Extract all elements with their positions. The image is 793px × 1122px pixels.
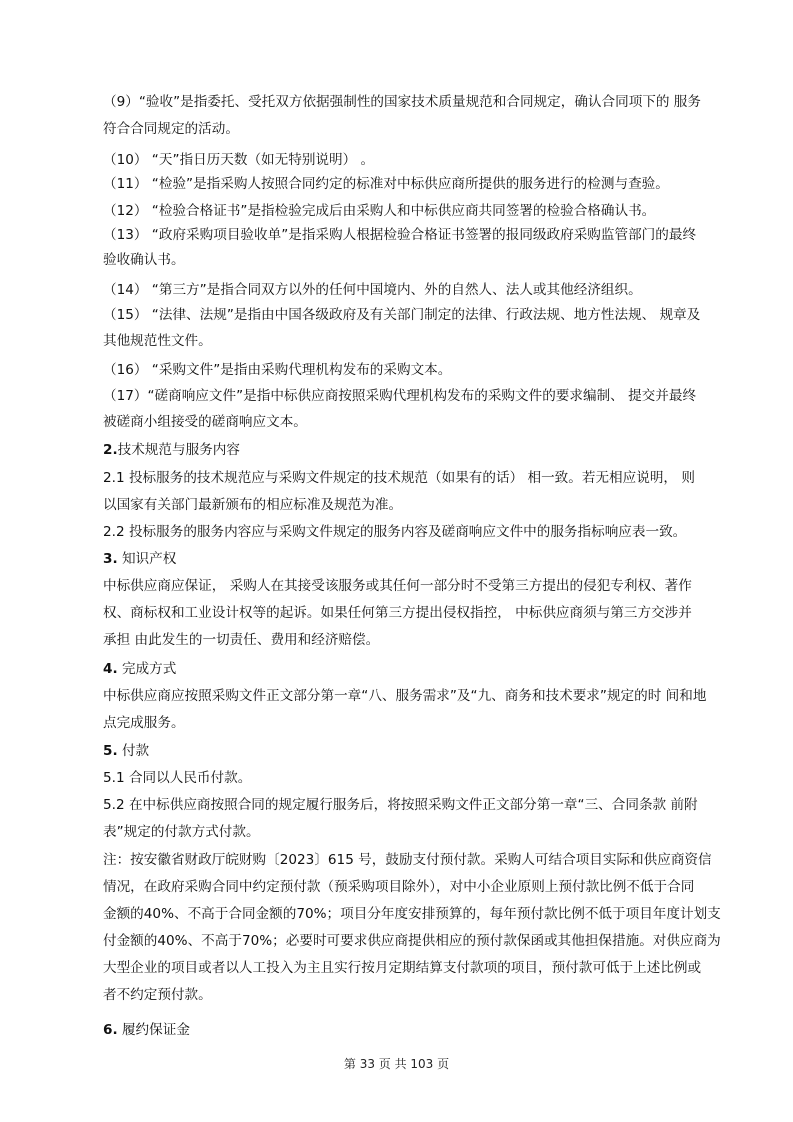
- note-line-1: 注：按安徽省财政厅皖财购〔2023〕615 号，鼓励支付预付款。采购人可结合项目实际和供应商资信: [103, 852, 712, 868]
- clause-2-1-line-1: 2.1 投标服务的技术规范应与采购文件规定的技术规范（如果有的话） 相一致。若无相应说明， 则: [103, 470, 695, 486]
- clause-5-1: 5.1 合同以人民币付款。: [103, 770, 252, 786]
- section-4-line-1: 中标供应商应按照采购文件正文部分第一章“八、服务需求”及“九、商务和技术要求”规定的时 间和地: [103, 688, 707, 704]
- section-3-title: 知识产权: [117, 551, 177, 567]
- section-6-heading: [103, 1017, 703, 1043]
- definition-12: （12） “检验合格证书”是指检验完成后由采购人和中标供应商共同签署的检验合格确认书。: [103, 203, 656, 219]
- definition-16: （16） “采购文件”是指由采购代理机构发布的采购文本。: [103, 362, 452, 378]
- section-3-line-1: 中标供应商应保证， 采购人在其接受该服务或其任何一部分时不受第三方提出的侵犯专利权、著作: [103, 578, 692, 594]
- note-line-6: 者不约定预付款。: [103, 987, 212, 1003]
- section-6-number: 6.: [103, 1022, 118, 1038]
- section-4-heading: [103, 656, 703, 682]
- note-line-3: 金额的40%、不高于合同金额的70%；项目分年度安排预算的，每年预付款比例不低于项目年度计划支: [103, 906, 721, 922]
- section-5-title: 付款: [117, 743, 150, 759]
- note-line-2: 情况，在政府采购合同中约定预付款（预采购项目除外），对中小企业原则上预付款比例不低于合同: [103, 879, 695, 895]
- section-3-heading: [103, 546, 703, 572]
- definition-13-line-1: （13） “政府采购项目验收单”是指采购人根据检验合格证书签署的报同级政府采购监管部门的最终: [103, 227, 697, 243]
- section-3-line-2: 权、商标权和工业设计权等的起诉。如果任何第三方提出侵权指控， 中标供应商须与第三方交涉并: [103, 605, 692, 621]
- note-line-4: 付金额的40%、不高于70%；必要时可要求供应商提供相应的预付款保函或其他担保措施。对供应商为: [103, 933, 721, 949]
- definition-17-line-1: （17）“磋商响应文件”是指中标供应商按照采购代理机构发布的采购文件的要求编制、 提交并最终: [103, 388, 697, 404]
- section-2-heading: [103, 437, 703, 463]
- definition-17-line-2: 被磋商小组接受的磋商响应文本。: [103, 414, 307, 430]
- clause-2-2: 2.2 投标服务的服务内容应与采购文件规定的服务内容及磋商响应文件中的服务指标响应表一致。: [103, 524, 687, 540]
- section-6-title: 履约保证金: [117, 1022, 190, 1038]
- clause-5-2-line-2: 表”规定的付款方式付款。: [103, 824, 260, 840]
- section-4-number: 4.: [103, 661, 118, 677]
- section-2-number: 2.: [103, 442, 118, 458]
- note-line-5: 大型企业的项目或者以人工投入为主且实行按月定期结算支付款项的项目，预付款可低于上述比例或: [103, 960, 702, 976]
- definition-11: （11） “检验”是指采购人按照合同约定的标准对中标供应商所提供的服务进行的检测与查验。: [103, 176, 669, 192]
- definition-9-line-2: 符合合同规定的活动。: [103, 121, 239, 137]
- clause-5-2-line-1: 5.2 在中标供应商按照合同的规定履行服务后，将按照采购文件正文部分第一章“三、合同条款 前附: [103, 797, 698, 813]
- definition-15-line-1: （15） “法律、法规”是指由中国各级政府及有关部门制定的法律、行政法规、地方性法规、 规章及: [103, 307, 701, 323]
- section-5-number: 5.: [103, 743, 118, 759]
- definition-13-line-2: 验收确认书。: [103, 252, 185, 268]
- section-2-title: 技术规范与服务内容: [117, 442, 240, 458]
- page-footer: 第 33 页 共 103 页: [343, 1057, 450, 1071]
- section-3-number: 3.: [103, 551, 118, 567]
- definition-15-line-2: 其他规范性文件。: [103, 333, 212, 349]
- section-3-line-3: 承担 由此发生的一切责任、费用和经济赔偿。: [103, 632, 380, 648]
- definition-10: （10） “天”指日历天数（如无特别说明） 。: [103, 152, 375, 168]
- section-5-heading: [103, 738, 703, 764]
- definition-14: （14） “第三方”是指合同双方以外的任何中国境内、外的自然人、法人或其他经济组织。: [103, 282, 642, 298]
- clause-2-1-line-2: 以国家有关部门最新颁布的相应标准及规范为准。: [103, 497, 403, 513]
- section-4-title: 完成方式: [117, 661, 177, 677]
- section-4-line-2: 点完成服务。: [103, 715, 185, 731]
- definition-9-line-1: （9）“验收”是指委托、受托双方依据强制性的国家技术质量规范和合同规定，确认合同项下的 服务: [103, 94, 701, 110]
